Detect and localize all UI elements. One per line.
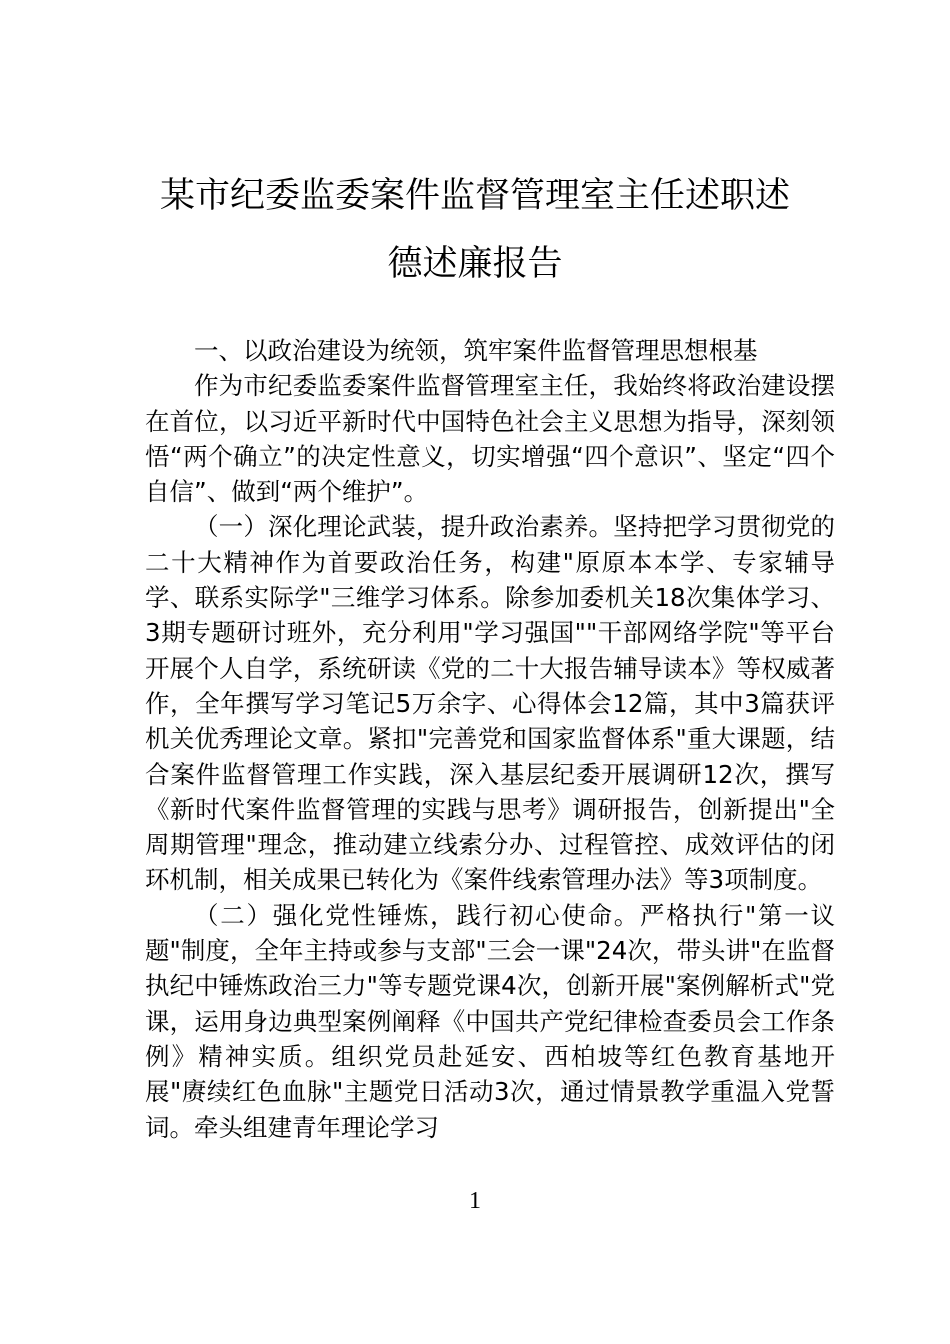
document-body (145, 333, 835, 1145)
body-paragraph: （一）深化理论武装，提升政治素养。坚持把学习贯彻党的二十大精神作为首要政治任务，构建"原原本本学、专家辅导学、联系实际学"三维学习体系。除参加委机关18次集体学习、3期专题研讨班外，充分利用"学习强国""干部网络学院"等平台开展个人自学，系统研读《党的二十大报告辅导读本》等权威著作，全年撰写学习笔记5万余字、心得体会12篇，其中3篇获评机关优秀理论文章。紧扣"完善党和国家监督体系"重大课题，结合案件监督管理工作实践，深入基层纪委开展调研12次，撰写《新时代案件监督管理的实践与思考》调研报告，创新提出"全周期管理"理念，推动建立线索分办、过程管控、成效评估的闭环机制，相关成果已转化为《案件线索管理办法》等3项制度。 (145, 512, 835, 895)
document-title-line-2: 德述廉报告 (387, 244, 563, 284)
body-paragraph: 作为市纪委监委案件监督管理室主任，我始终将政治建设摆在首位，以习近平新时代中国特色社会主义思想为指导，深刻领悟“两个确立”的决定性意义，切实增强“四个意识”、坚定“四个自信”、做到“两个维护”。 (145, 371, 835, 507)
body-paragraph: （二）强化党性锤炼，践行初心使命。严格执行"第一议题"制度，全年主持或参与支部"三会一课"24次，带头讲"在监督执纪中锤炼政治三力"等专题党课4次，创新开展"案例解析式"党课，运用身边典型案例阐释《中国共产党纪律检查委员会工作条例》精神实质。组织党员赴延安、西柏坡等红色教育基地开展"赓续红色血脉"主题党日活动3次，通过情景教学重温入党誓词。牵头组建青年理论学习 (145, 900, 835, 1142)
document-title-line-1: 某市纪委监委案件监督管理室主任述职述 (159, 176, 790, 216)
page-number: 1 (469, 1188, 481, 1214)
section-heading: 一、以政治建设为统领，筑牢案件监督管理思想根基 (194, 336, 758, 365)
